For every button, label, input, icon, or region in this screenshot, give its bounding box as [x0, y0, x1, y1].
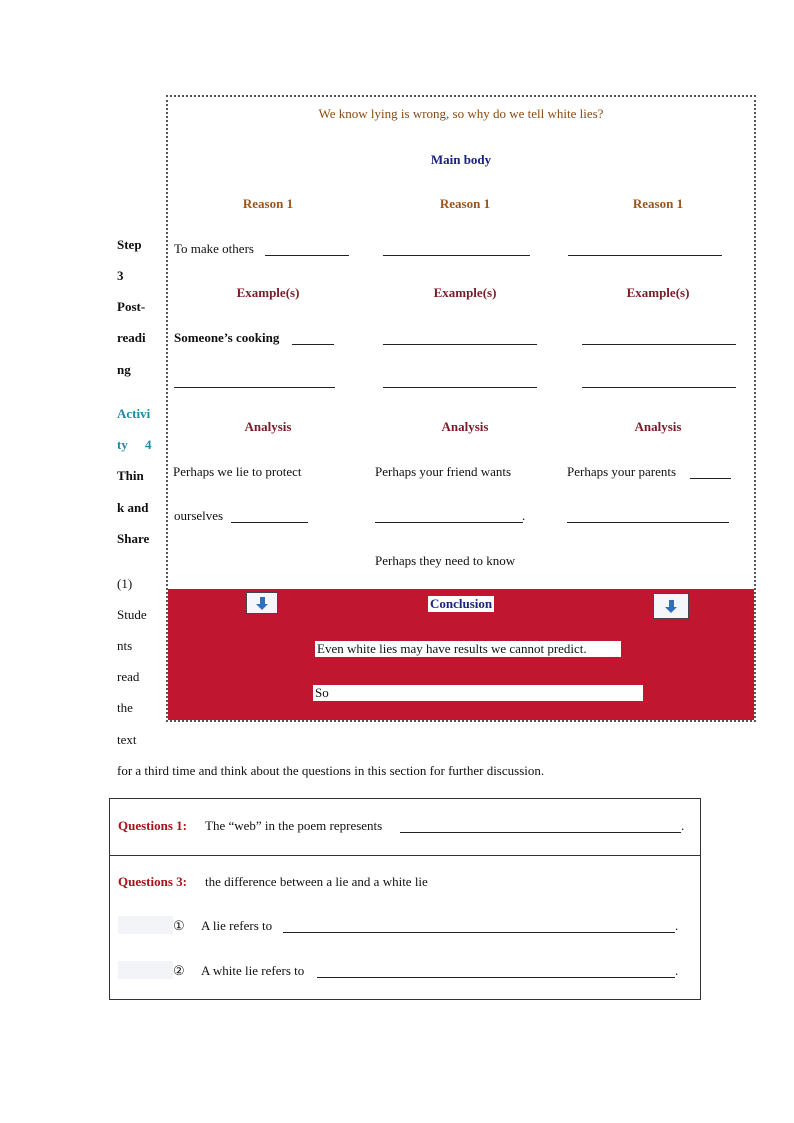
so-field[interactable] [313, 685, 643, 701]
step-post: Post- [117, 299, 146, 314]
activity-ty: ty [117, 437, 128, 452]
arrow-down-icon [246, 592, 278, 614]
item-1-blank[interactable] [283, 932, 675, 933]
reason-1-text: To make others [174, 241, 254, 256]
step-ng: ng [117, 362, 131, 377]
main-body-heading: Main body [430, 152, 492, 167]
example-1-blank-2[interactable] [174, 387, 335, 388]
think-and: k and [117, 500, 149, 515]
instruction-word: read [117, 669, 140, 684]
reason-heading: Reason 1 [439, 196, 491, 211]
analysis-1-line2: ourselves [174, 508, 224, 523]
step-label: Step [117, 237, 142, 252]
example-2-blank[interactable] [383, 344, 537, 345]
indent-shade [118, 916, 173, 934]
item-1-period: . [675, 918, 679, 933]
analysis-3-line1: Perhaps your parents [567, 464, 677, 479]
analysis-2-blank[interactable] [375, 522, 523, 523]
example-heading: Example(s) [626, 285, 690, 300]
reason-heading: Reason 1 [632, 196, 684, 211]
example-3-blank[interactable] [582, 344, 736, 345]
analysis-1-blank[interactable] [231, 522, 308, 523]
question-1-text: The “web” in the poem represents [205, 818, 383, 833]
item-2-blank[interactable] [317, 977, 675, 978]
question-divider [110, 855, 700, 856]
analysis-2-line3: Perhaps they need to know [375, 553, 516, 568]
instruction-word: text [117, 732, 137, 747]
instruction-word: nts [117, 638, 133, 653]
instruction-word: the [117, 700, 133, 715]
analysis-1-line1: Perhaps we lie to protect [173, 464, 302, 479]
example-heading: Example(s) [236, 285, 300, 300]
conclusion-sentence: Even white lies may have results we cannot predict. [315, 641, 621, 657]
analysis-3-blank-2[interactable] [567, 522, 729, 523]
example-1-blank[interactable] [292, 344, 334, 345]
share-label: Share [117, 531, 150, 546]
example-2-blank-2[interactable] [383, 387, 537, 388]
analysis-heading: Analysis [244, 419, 292, 434]
think-label: Thin [117, 468, 144, 483]
analysis-heading: Analysis [441, 419, 489, 434]
conclusion-heading: Conclusion [430, 596, 493, 611]
example-heading: Example(s) [433, 285, 497, 300]
analysis-3-blank[interactable] [690, 478, 731, 479]
question-1-period: . [681, 818, 685, 833]
analysis-2-line1: Perhaps your friend wants [375, 464, 512, 479]
analysis-2-period: . [522, 508, 526, 523]
instruction-word: Stude [117, 607, 147, 622]
question-3-text: the difference between a lie and a white lie [205, 874, 428, 889]
instruction-number: (1) [117, 576, 133, 591]
activity-label: Activi [117, 406, 151, 421]
so-label: So [315, 685, 329, 700]
instruction-tail: for a third time and think about the questions in this section for further discussion. [117, 763, 545, 778]
conclusion-panel [168, 589, 754, 720]
indent-shade [118, 961, 173, 979]
activity-number: 4 [145, 437, 152, 452]
questions-box [109, 798, 701, 1000]
item-1-marker: ① [173, 918, 185, 933]
white-lies-organizer [166, 95, 756, 722]
reason-heading: Reason 1 [242, 196, 294, 211]
organizer-title: We know lying is wrong, so why do we tell white lies? [318, 106, 604, 121]
question-1-label: Questions 1: [118, 818, 187, 833]
example-3-blank-2[interactable] [582, 387, 736, 388]
item-2-period: . [675, 963, 679, 978]
step-readi: readi [117, 330, 146, 345]
reason-2-blank[interactable] [383, 255, 530, 256]
arrow-down-icon [653, 593, 689, 619]
step-number: 3 [117, 268, 124, 283]
question-1-blank[interactable] [400, 832, 681, 833]
item-1-text: A lie refers to [201, 918, 273, 933]
reason-3-blank[interactable] [568, 255, 722, 256]
example-1-text: Someone’s cooking [174, 330, 280, 345]
item-2-marker: ② [173, 963, 185, 978]
question-3-label: Questions 3: [118, 874, 187, 889]
reason-1-blank[interactable] [265, 255, 349, 256]
analysis-heading: Analysis [634, 419, 682, 434]
item-2-text: A white lie refers to [201, 963, 305, 978]
